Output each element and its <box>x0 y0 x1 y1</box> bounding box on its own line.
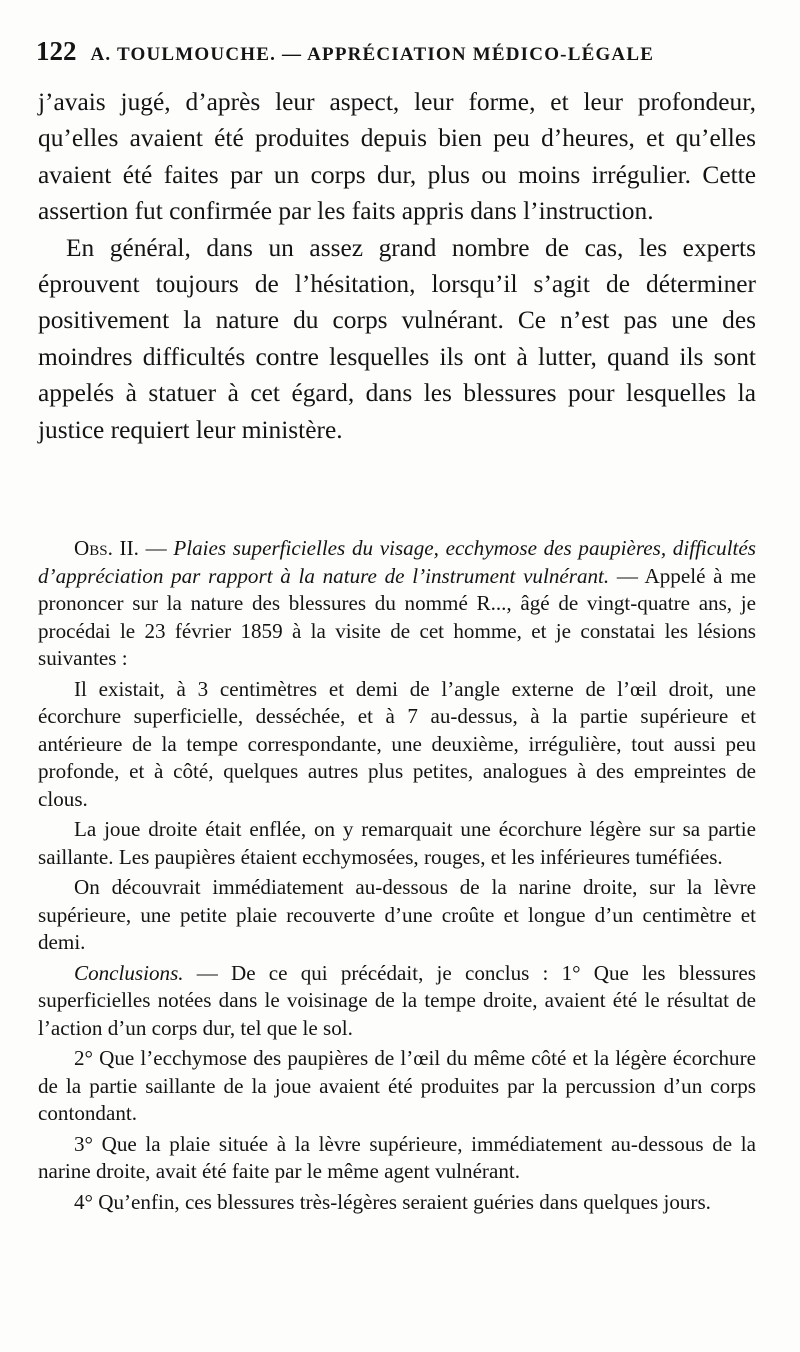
observation-label: Obs. II. <box>74 536 139 560</box>
running-title: A. TOULMOUCHE. — APPRÉCIATION MÉDICO-LÉGALE <box>90 44 655 65</box>
running-head <box>36 36 766 76</box>
observation-title: Plaies superficielles du visage, ecchymose des paupières, difficultés d’appréciation par rapport à la nature de l’instrument vulnérant. <box>38 536 756 588</box>
main-text <box>38 84 756 448</box>
conclusions-text: — De ce qui précédait, je conclus : 1° Que les blessures superficielles notées dans le voisinage de la tempe droite, avaient été le résultat de l’action d’un corps dur, tel que le sol. <box>38 960 756 1040</box>
observation-heading-paragraph <box>38 535 756 673</box>
conclusion-point: 3° Que la plaie située à la lèvre supérieure, immédiatement au-dessous de la narine droite, avait été faite par le même agent vulnérant. <box>38 1131 756 1183</box>
conclusion-point: 2° Que l’ecchymose des paupières de l’œil du même côté et la légère écorchure de la partie saillante de la joue avaient été produites par la percussion d’un corps contondant. <box>38 1046 756 1125</box>
page-number: 122 <box>36 36 77 66</box>
conclusions-paragraph <box>38 960 756 1043</box>
conclusion-point: 4° Qu’enfin, ces blessures très-légères seraient guéries dans quelques jours. <box>74 1189 711 1214</box>
observation-block <box>38 535 756 1216</box>
observation-paragraph: On découvrait immédiatement au-dessous de la narine droite, sur la lèvre supérieure, une petite plaie recouverte d’une croûte et longue d’un centimètre et demi. <box>38 875 756 954</box>
conclusions-label: Conclusions. <box>74 960 184 985</box>
observation-intro: — Appelé à me prononcer sur la nature des blessures du nommé R..., âgé de vingt-quatre ans, je procédai le 23 février 1859 à la visite de cet homme, et je constatai les lésions suivantes : <box>38 563 756 670</box>
observation-paragraph: Il existait, à 3 centimètres et demi de l’angle externe de l’œil droit, une écorchure superficielle, desséchée, et à 7 au-dessus, à la partie supérieure et antérieure de la tempe correspondante, une deuxième, irrégulière, tout aussi peu profonde, et à côté, quelques autres plus petites, analogues à des empreintes de clous. <box>38 676 756 811</box>
observation-dash: — <box>138 536 174 560</box>
paragraph-continued: j’avais jugé, d’après leur aspect, leur forme, et leur profondeur, qu’elles avaient été produites depuis bien peu d’heures, et qu’elles avaient été faites par un corps dur, plus ou moins irrégulier. Cette assertion fut confirmée par les faits appris dans l’instruction. <box>38 88 756 226</box>
paragraph-general: En général, dans un assez grand nombre de cas, les experts éprouvent toujours de l’hésitation, lorsqu’il s’agit de déterminer positivement la nature du corps vulnérant. Ce n’est pas une des moindres difficultés contre lesquelles ils ont à lutter, quand ils sont appelés à statuer à cet égard, dans les blessures pour lesquelles la justice requiert leur ministère. <box>38 233 756 444</box>
observation-paragraph: La joue droite était enflée, on y remarquait une écorchure légère sur sa partie saillante. Les paupières étaient ecchymosées, rouges, et les inférieures tuméfiées. <box>38 817 756 869</box>
